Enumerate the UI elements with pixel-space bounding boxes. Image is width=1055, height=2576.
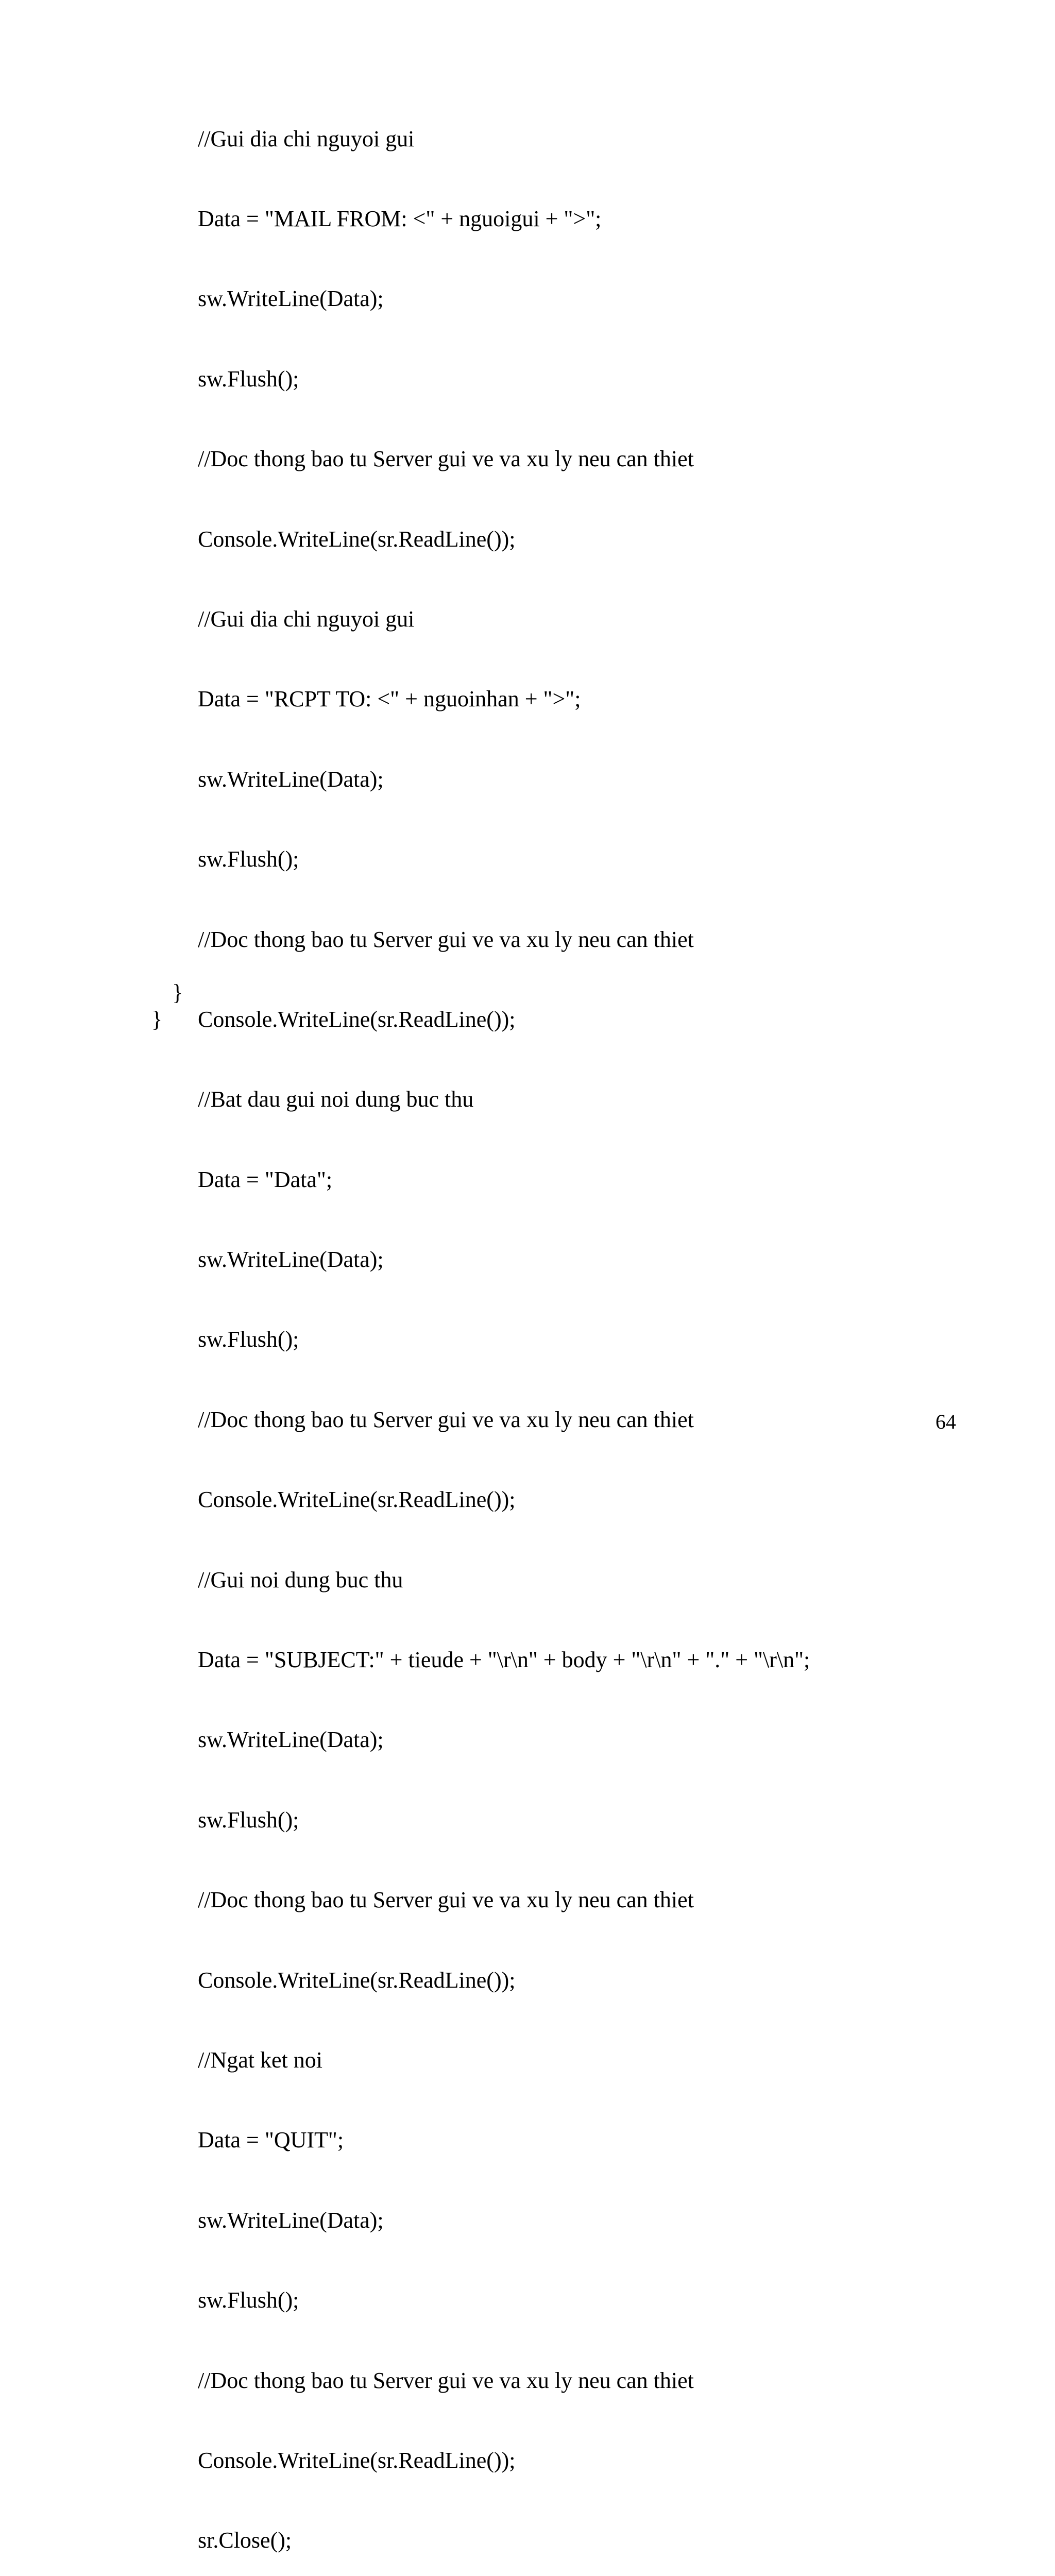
code-line: sr.Close(); [198, 2528, 292, 2553]
code-line: sw.Flush(); [198, 846, 299, 872]
code-line: //Doc thong bao tu Server gui ve va xu ly neu can thiet [198, 926, 694, 952]
code-line: Data = "Data"; [198, 1166, 333, 1192]
code-line: sw.Flush(); [198, 1807, 299, 1833]
code-line: Console.WriteLine(sr.ReadLine()); [198, 1006, 516, 1032]
closing-brace-method: } [172, 980, 183, 1005]
code-line: Console.WriteLine(sr.ReadLine()); [198, 2447, 516, 2473]
code-line: //Doc thong bao tu Server gui ve va xu ly neu can thiet [198, 2367, 694, 2393]
page-number: 64 [935, 1410, 956, 1433]
code-line: sw.Flush(); [198, 2287, 299, 2313]
code-line: //Gui dia chi nguyoi gui [198, 126, 415, 151]
closing-brace-class: } [151, 1007, 163, 1032]
code-line: //Gui noi dung buc thu [198, 1567, 403, 1592]
code-line: sw.WriteLine(Data); [198, 1247, 384, 1273]
code-line: Console.WriteLine(sr.ReadLine()); [198, 1487, 516, 1513]
code-line: //Bat dau gui noi dung buc thu [198, 1087, 474, 1112]
code-line: //Doc thong bao tu Server gui ve va xu ly neu can thiet [198, 1406, 694, 1432]
code-line: sw.WriteLine(Data); [198, 766, 384, 792]
code-line: sw.WriteLine(Data); [198, 2207, 384, 2233]
code-line: Console.WriteLine(sr.ReadLine()); [198, 1967, 516, 1993]
code-line: //Doc thong bao tu Server gui ve va xu ly neu can thiet [198, 1887, 694, 1913]
code-line: Console.WriteLine(sr.ReadLine()); [198, 526, 516, 552]
code-block [198, 72, 810, 2576]
code-line: //Gui dia chi nguyoi gui [198, 606, 415, 632]
code-line: Data = "SUBJECT:" + tieude + "\r\n" + body + "\r\n" + "." + "\r\n"; [198, 1647, 810, 1673]
code-line: //Ngat ket noi [198, 2047, 322, 2073]
code-line: sw.WriteLine(Data); [198, 1727, 384, 1753]
code-line: //Doc thong bao tu Server gui ve va xu ly neu can thiet [198, 446, 694, 472]
code-line: Data = "RCPT TO: <" + nguoinhan + ">"; [198, 686, 581, 712]
code-line: Data = "QUIT"; [198, 2127, 344, 2153]
code-line: sw.WriteLine(Data); [198, 286, 384, 312]
code-line: Data = "MAIL FROM: <" + nguoigui + ">"; [198, 206, 602, 231]
code-line: sw.Flush(); [198, 1327, 299, 1352]
code-line: sw.Flush(); [198, 366, 299, 392]
